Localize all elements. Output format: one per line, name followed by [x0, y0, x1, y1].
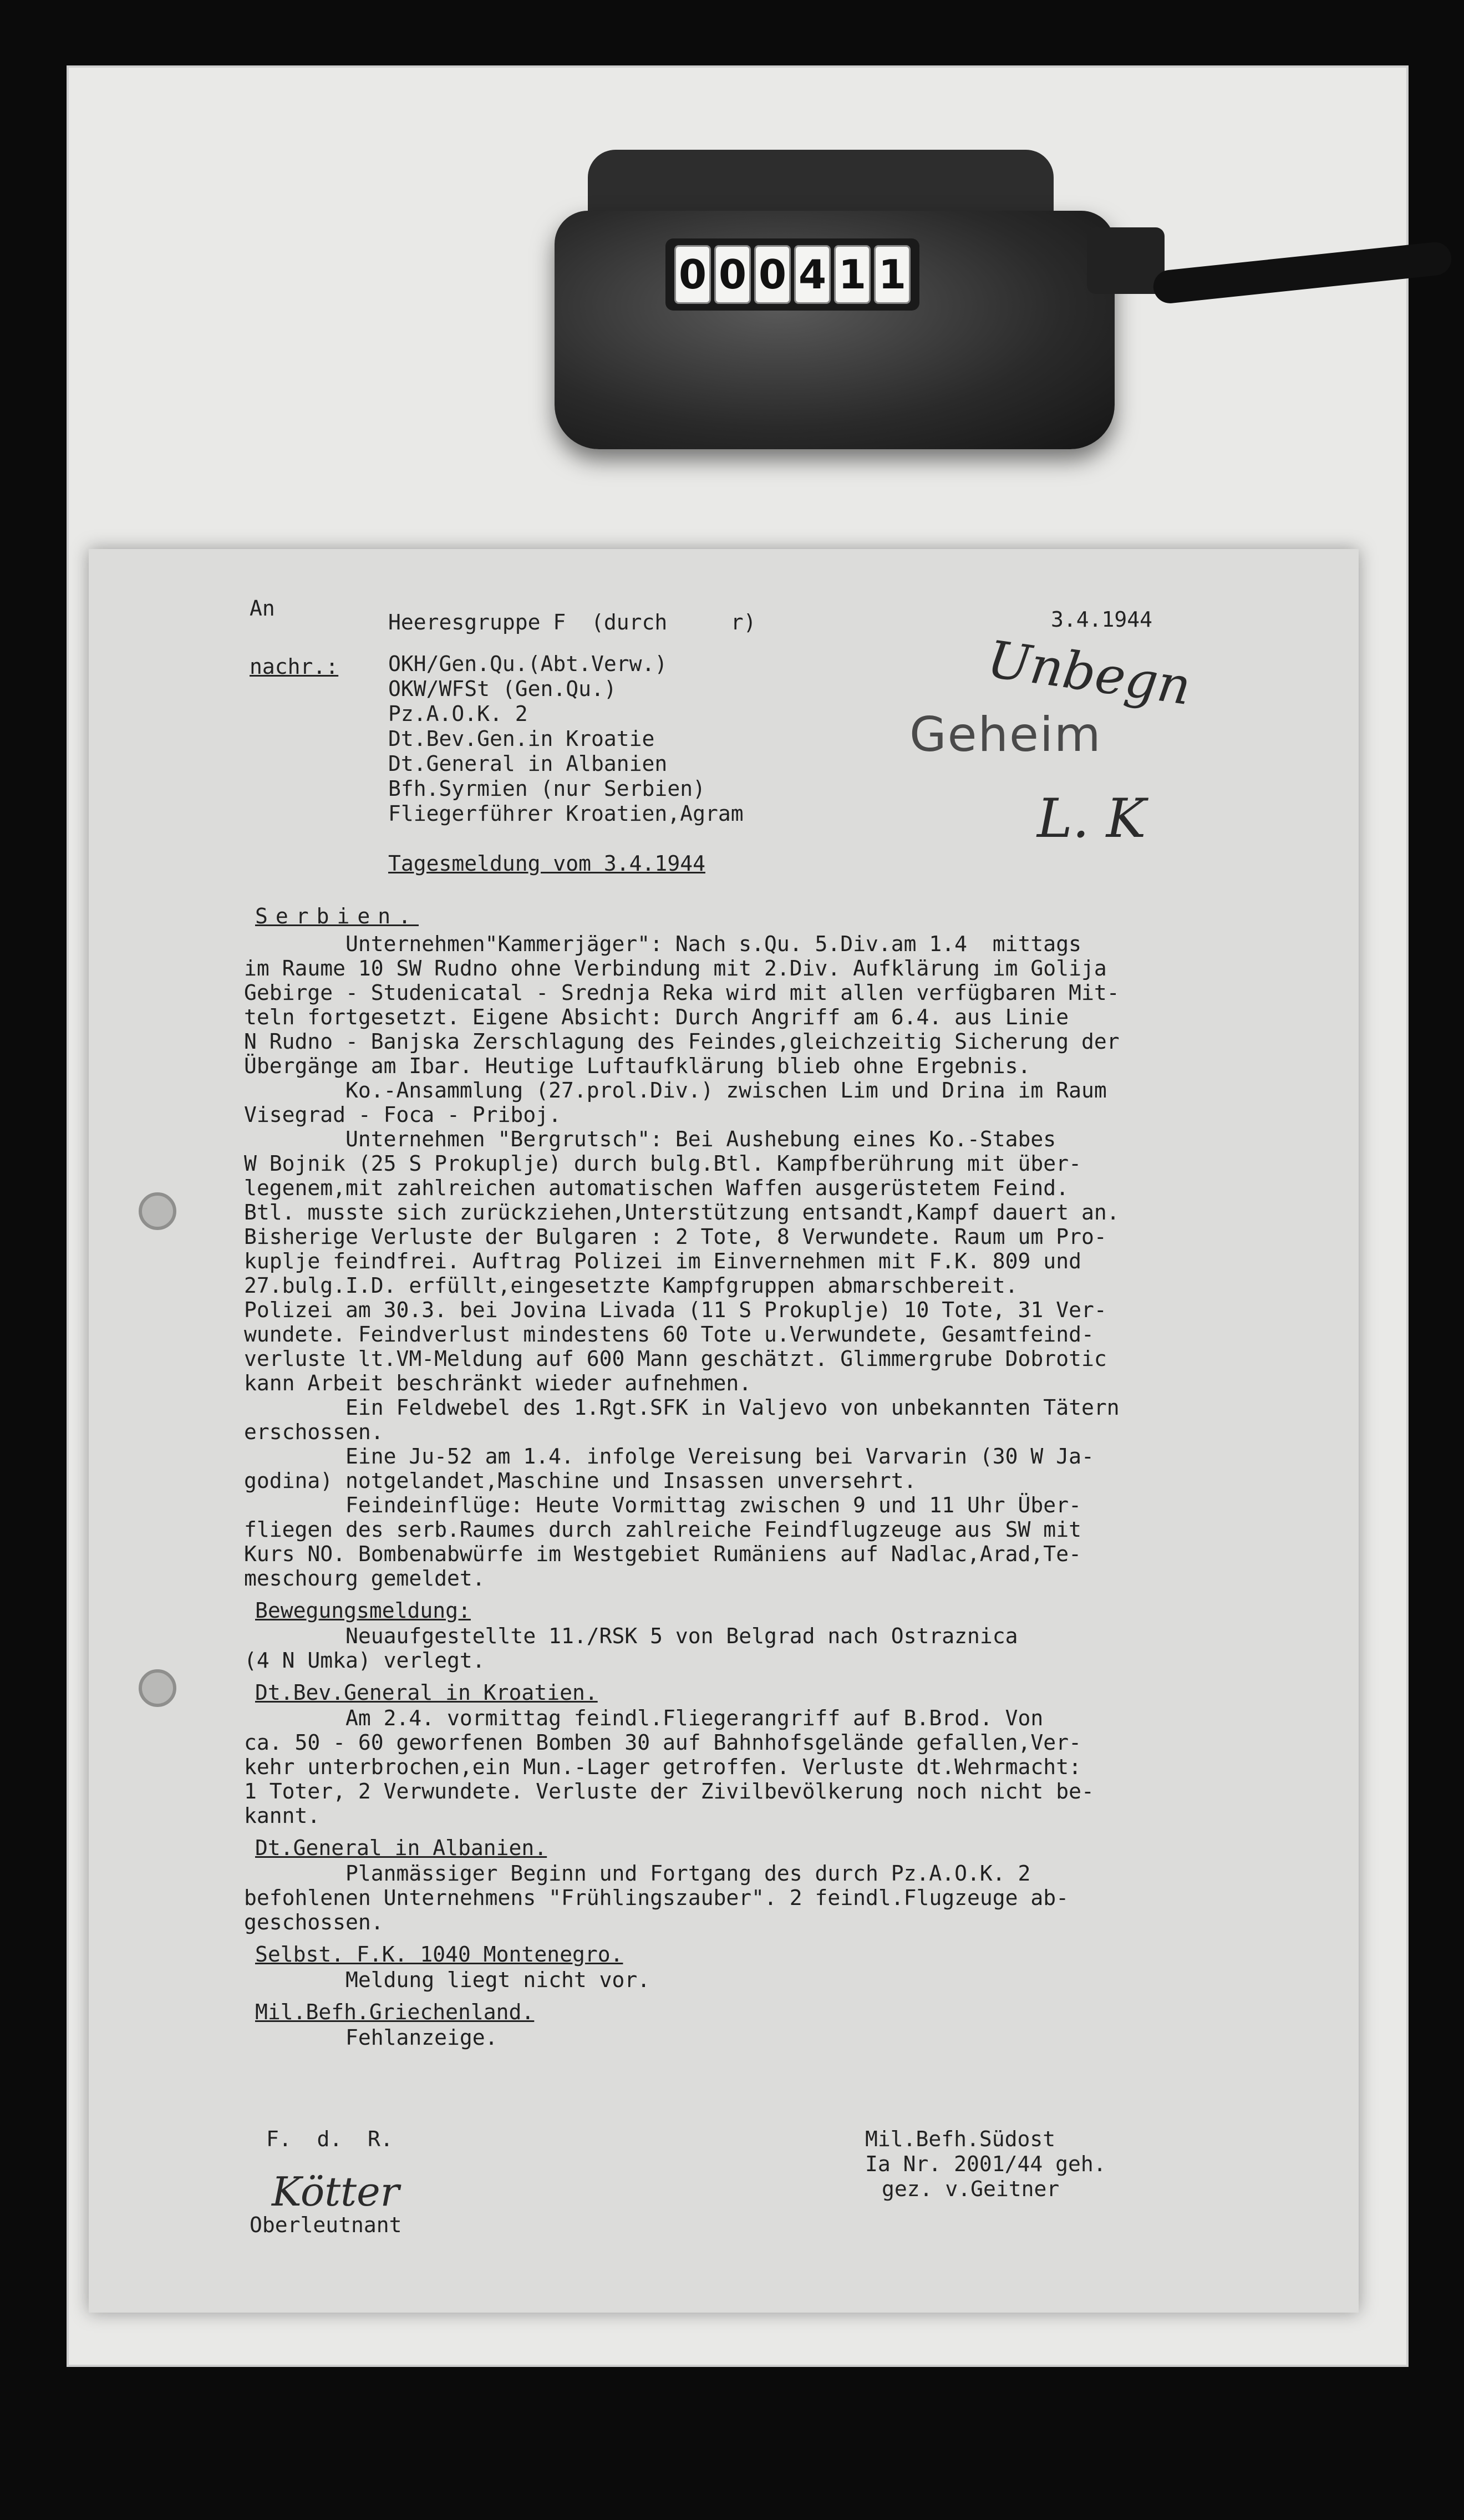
section-heading: Dt.General in Albanien.: [255, 1836, 547, 1860]
body-line: Unternehmen "Bergrutsch": Bei Aushebung eines Ko.-Stabes: [244, 1127, 1056, 1151]
counter-digits: [665, 238, 919, 311]
cc-item: Pz.A.O.K. 2: [388, 702, 528, 726]
body-line: legenem,mit zahlreichen automatischen Waffen ausgerüstetem Feind.: [244, 1176, 1069, 1200]
body-line: meschourg gemeldet.: [244, 1566, 485, 1591]
body-line: kann Arbeit beschränkt wieder aufnehmen.: [244, 1371, 752, 1395]
body-line: Feindeinflüge: Heute Vormittag zwischen 9 und 11 Uhr Über-: [244, 1493, 1081, 1517]
section-heading: Bewegungsmeldung:: [255, 1598, 471, 1623]
counter-digit: 4: [794, 245, 831, 304]
body-line: Kurs NO. Bombenabwürfe im Westgebiet Rumäniens auf Nadlac,Arad,Te-: [244, 1542, 1081, 1566]
fdr-label: F. d. R.: [266, 2127, 393, 2151]
body-line: godina) notgelandet,Maschine und Insassen unversehrt.: [244, 1469, 917, 1493]
section-heading: Selbst. F.K. 1040 Montenegro.: [255, 1942, 623, 1967]
geheim-stamp: Geheim: [909, 707, 1102, 763]
body-line: Neuaufgestellte 11./RSK 5 von Belgrad nach Ostraznica: [244, 1624, 1018, 1648]
body-line: Gebirge - Studenicatal - Srednja Reka wird mit allen verfügbaren Mit-: [244, 980, 1120, 1005]
cc-item: Bfh.Syrmien (nur Serbien): [388, 776, 705, 801]
body-line: verluste lt.VM-Meldung auf 600 Mann geschätzt. Glimmergrube Dobrotic: [244, 1347, 1107, 1371]
body-line: Visegrad - Foca - Priboj.: [244, 1102, 561, 1127]
body-line: N Rudno - Banjska Zerschlagung des Feindes,gleichzeitig Sicherung der: [244, 1029, 1120, 1054]
body-line: im Raume 10 SW Rudno ohne Verbindung mit 2.Div. Aufklärung im Golija: [244, 956, 1107, 980]
punch-hole: [139, 1669, 176, 1707]
body-line: Unternehmen"Kammerjäger": Nach s.Qu. 5.Div.am 1.4 mittags: [244, 932, 1081, 956]
body-line: Meldung liegt nicht vor.: [244, 1968, 650, 1992]
letter-page: [89, 549, 1359, 2313]
body-line: kannt.: [244, 1803, 321, 1828]
body-line: Btl. musste sich zurückziehen,Unterstützung entsandt,Kampf dauert an.: [244, 1200, 1120, 1225]
body-line: erschossen.: [244, 1420, 384, 1444]
body-line: Planmässiger Beginn und Fortgang des durch Pz.A.O.K. 2: [244, 1861, 1031, 1886]
body-line: wundete. Feindverlust mindestens 60 Tote u.Verwundete, Gesamtfeind-: [244, 1322, 1094, 1347]
letter-date: 3.4.1944: [1051, 607, 1153, 632]
body-line: Fehlanzeige.: [244, 2025, 498, 2050]
nachr-label: nachr.:: [250, 654, 339, 679]
cc-item: Fliegerführer Kroatien,Agram: [388, 801, 744, 826]
an-label: An: [250, 596, 275, 621]
body-line: 1 Toter, 2 Verwundete. Verluste der Zivilbevölkerung noch nicht be-: [244, 1779, 1094, 1803]
section-heading: Dt.Bev.General in Kroatien.: [255, 1680, 598, 1705]
frame-counter-device: [555, 150, 1131, 466]
body-line: Übergänge am Ibar. Heutige Luftaufklärung blieb ohne Ergebnis.: [244, 1054, 1031, 1078]
body-line: Ein Feldwebel des 1.Rgt.SFK in Valjevo von unbekannten Tätern: [244, 1395, 1120, 1420]
body-line: geschossen.: [244, 1910, 384, 1934]
body-line: befohlenen Unternehmens "Frühlingszauber". 2 feindl.Flugzeuge ab-: [244, 1886, 1069, 1910]
section-heading: Serbien.: [255, 904, 419, 928]
reference-number: Ia Nr. 2001/44 geh.: [865, 2152, 1106, 2176]
cc-item: OKW/WFSt (Gen.Qu.): [388, 677, 617, 701]
signed-by: gez. v.Geitner: [882, 2177, 1060, 2201]
handwritten-note: Unbegn: [984, 629, 1194, 717]
counter-digit: 0: [754, 245, 791, 304]
body-line: teln fortgesetzt. Eigene Absicht: Durch Angriff am 6.4. aus Linie: [244, 1005, 1069, 1029]
signer-rank: Oberleutnant: [250, 2213, 402, 2237]
body-line: Eine Ju-52 am 1.4. infolge Vereisung bei Varvarin (30 W Ja-: [244, 1444, 1094, 1469]
body-line: 27.bulg.I.D. erfüllt,eingesetzte Kampfgruppen abmarschbereit.: [244, 1273, 1018, 1298]
body-line: kehr unterbrochen,ein Mun.-Lager getroffen. Verluste dt.Wehrmacht:: [244, 1755, 1081, 1779]
counter-digit: 0: [674, 245, 711, 304]
signature: Kötter: [272, 2168, 400, 2215]
body-line: Ko.-Ansammlung (27.prol.Div.) zwischen Lim und Drina im Raum: [244, 1078, 1107, 1102]
punch-hole: [139, 1192, 176, 1230]
cc-item: OKH/Gen.Qu.(Abt.Verw.): [388, 652, 668, 676]
cc-item: Dt.General in Albanien: [388, 751, 668, 776]
body-line: ca. 50 - 60 geworfenen Bomben 30 auf Bahnhofsgelände gefallen,Ver-: [244, 1730, 1081, 1755]
body-line: fliegen des serb.Raumes durch zahlreiche Feindflugzeuge aus SW mit: [244, 1517, 1081, 1542]
recipient: Heeresgruppe F (durch r): [388, 610, 756, 634]
counter-digit: 0: [714, 245, 751, 304]
body-line: kuplje feindfrei. Auftrag Polizei im Einvernehmen mit F.K. 809 und: [244, 1249, 1081, 1273]
counter-digit: 1: [874, 245, 911, 304]
handwritten-initials: L. K: [1037, 788, 1146, 850]
body-line: W Bojnik (25 S Prokuplje) durch bulg.Btl. Kampfberührung mit über-: [244, 1151, 1081, 1176]
body-line: (4 N Umka) verlegt.: [244, 1648, 485, 1673]
section-heading: Mil.Befh.Griechenland.: [255, 2000, 535, 2024]
sender: Mil.Befh.Südost: [865, 2127, 1056, 2151]
counter-digit: 1: [834, 245, 871, 304]
body-line: Polizei am 30.3. bei Jovina Livada (11 S Prokuplje) 10 Tote, 31 Ver-: [244, 1298, 1107, 1322]
body-line: Bisherige Verluste der Bulgaren : 2 Tote, 8 Verwundete. Raum um Pro-: [244, 1225, 1107, 1249]
report-title: Tagesmeldung vom 3.4.1944: [388, 851, 705, 876]
cc-item: Dt.Bev.Gen.in Kroatie: [388, 726, 655, 751]
body-line: Am 2.4. vormittag feindl.Fliegerangriff auf B.Brod. Von: [244, 1706, 1044, 1730]
